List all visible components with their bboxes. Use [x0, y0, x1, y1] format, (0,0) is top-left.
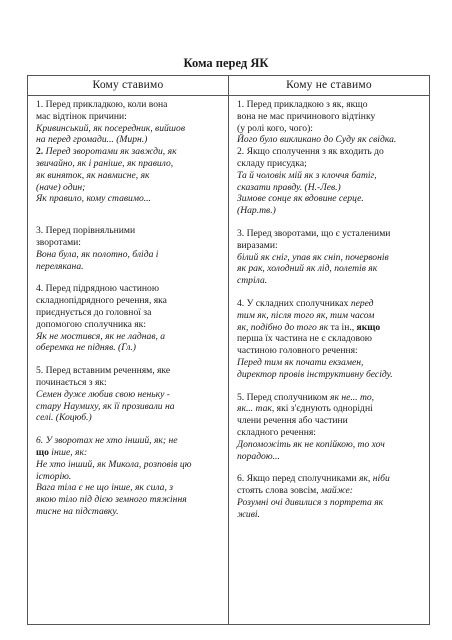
example-line: Як не мостився, як не ладнав, а [36, 330, 166, 342]
example-line: живі. [237, 508, 260, 520]
example-line: на перед громади... (Мирн.) [36, 134, 148, 146]
header-right: Кому не ставимо [286, 79, 372, 91]
left-item-1 [36, 99, 222, 205]
text-line: (у ролі кого, чого): [237, 122, 313, 134]
text-span: та ін., [328, 321, 357, 333]
text-line [36, 146, 222, 158]
text-span: 5. Перед сполучником [237, 391, 330, 403]
example-line: історію. [36, 470, 72, 482]
example-line: Кривинський, як посередник, вийшов [36, 122, 185, 134]
left-item-6 [36, 435, 222, 518]
text-span: 4. У складних сполучниках [237, 297, 351, 309]
text-line: члени речення або частини [237, 415, 348, 427]
text-line: 6. У зворотах не хто інший, як; не [36, 435, 178, 447]
table-header [28, 76, 429, 96]
example-line: сказати правду. (Н.-Лев.) [237, 181, 341, 193]
text-line: виразами: [237, 239, 278, 251]
text-line [237, 322, 423, 334]
bold-word: якщо [356, 321, 381, 333]
example-line: Допоможіть як не копійкою, то хоч [237, 438, 385, 450]
example-line: Як правило, кому ставимо... [36, 193, 151, 205]
example-line: Не хто інший, як Микола, розповів цю [36, 458, 192, 470]
example-line: Його було викликано до Суду як свідка. [237, 134, 397, 146]
text-line: (наче) один; [36, 181, 86, 193]
example-line: Семен дуже любив свою неньку - [36, 388, 170, 400]
text-line [237, 392, 423, 404]
example-line: перелякана. [36, 260, 84, 272]
text-line: 1. Перед прикладкою, коли вона [36, 99, 168, 110]
text-line: перша їх частина не є складовою [237, 333, 372, 345]
text-line [237, 298, 423, 310]
text-span: як, ніби [358, 473, 390, 485]
text-line: вона не мас причинового відтінку [237, 110, 376, 122]
right-item-4 [237, 298, 423, 381]
text-line [237, 403, 423, 415]
text-line: зворотами: [36, 236, 81, 248]
text-span: майже: [321, 485, 353, 497]
right-column [229, 96, 429, 624]
text-line: 1. Перед прикладкою з як, якщо [237, 99, 368, 110]
example-line: як рак, холодний як лід, полетів як [237, 263, 378, 275]
text-line: 3. Перед зворотами, що є усталеними [237, 227, 391, 239]
text-span: як... так [237, 403, 272, 415]
page-title: Кома перед ЯК [183, 56, 269, 70]
right-item-6 [237, 473, 423, 520]
text-line: допомогою сполучника як: [36, 318, 147, 330]
example-line: (Нар.тв.) [237, 205, 276, 217]
text-span: перед [350, 297, 374, 309]
text-line: 4. Перед підрядною частиною [36, 283, 160, 295]
example-line: селі. (Коцюб.) [36, 412, 92, 424]
example-line: якою тіло під дією земного тяжіння [36, 494, 187, 506]
text-line: 5. Перед вставним реченням, яке [36, 365, 171, 377]
example-line: директор провів інструктивну бесіду. [237, 368, 393, 380]
text-line: 3. Перед порівняльними [36, 225, 136, 237]
text-line [237, 473, 423, 485]
text-line: приєднується до головної за [36, 306, 152, 318]
right-item-1 [237, 99, 423, 217]
text-line: складу присудка; [237, 157, 307, 169]
right-item-5 [237, 392, 423, 463]
right-item-3 [237, 228, 423, 287]
text-line: складнопідрядного речення, яка [36, 295, 167, 307]
text-span: як не... то, [330, 391, 375, 403]
example-line: Перед тим як почати екзамен, [237, 356, 364, 368]
rules-table [27, 75, 430, 625]
text-span: інше, як: [48, 446, 88, 458]
example-line: Розумні очі дивилися з портрета як [237, 496, 384, 508]
text-span: як, подібно до того як [237, 321, 329, 333]
example-line: Вона була, як полотно, бліда і [36, 248, 159, 260]
example-line: оберемка не підняв. (Гл.) [36, 342, 136, 354]
example-line: стріла. [237, 275, 268, 287]
example-line: Та й чоловік мій як з клоччя батіг, [237, 169, 377, 181]
item-number: 2. [36, 146, 44, 158]
left-item-3 [36, 225, 222, 272]
text-line: частиною головного речення: [237, 345, 358, 357]
text-span: стоять слова зовсім, [237, 485, 322, 497]
example-line: білий як сніг, упав як сніп, почервонів [237, 251, 389, 263]
text-span: Перед зворотами як завжди, як [43, 146, 177, 158]
left-column [28, 96, 229, 624]
example-line: Зимове сонце як вдовине серце. [237, 193, 364, 205]
example-line: порадою... [237, 450, 280, 462]
text-line: тим як, після того як, тим часом [237, 309, 375, 321]
left-item-5 [36, 365, 222, 424]
text-span: , які з'єднують однорідні [271, 403, 373, 415]
bold-word: що [36, 446, 49, 458]
text-span: 6. Якщо перед сполучниками [237, 473, 359, 485]
text-line [237, 485, 423, 497]
text-line: як виняток, як навмисне, як [36, 169, 150, 181]
text-line: мас відтінок причини: [36, 110, 127, 122]
text-line: складного речення: [237, 426, 316, 438]
text-line: звичайно, як і раніше, як правило, [36, 157, 174, 169]
text-line [36, 447, 222, 459]
text-line: починається з як: [36, 376, 107, 388]
left-item-4 [36, 283, 222, 354]
example-line: стару Наумиху, як її прозивали на [36, 400, 175, 412]
header-left: Кому ставимо [28, 76, 229, 95]
example-line: тисне на підставку. [36, 505, 119, 517]
text-line: 2. Якщо сполучення з як входить до [237, 146, 384, 158]
example-line: Вага тіла є не що інше, як сила, з [36, 482, 173, 494]
